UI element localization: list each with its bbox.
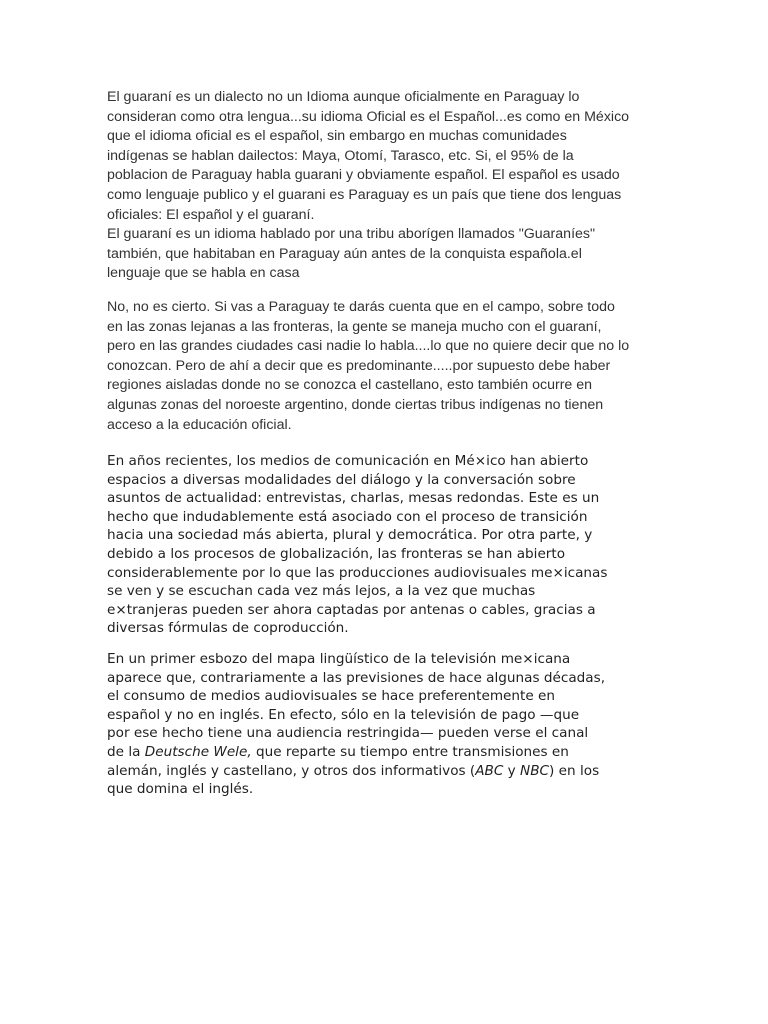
text-segment: y [503,762,521,779]
text-line: algunas zonas del noroeste argentino, donde ciertas tribus indígenas no tienen [107,396,604,413]
paragraph-media-mexico [107,452,667,638]
text-line: acceso a la educación oficial. [107,416,292,433]
text-line: oficiales: El español y el guaraní. [107,206,315,223]
text-line: indígenas se hablan dailectos: Maya, Otomí, Tarasco, etc. Si, el 95% de la [107,147,574,164]
text-line: el consumo de medios audiovisuales se hace preferentemente en [107,688,556,705]
text-line: e×tranjeras pueden ser ahora captadas por antenas o cables, gracias a [107,601,596,618]
italic-channel-name: Deutsche Wele, [144,743,252,760]
text-segment: ) en los [549,762,600,779]
text-line: regiones aisladas donde no se conozca el castellano, esto también ocurre en [107,377,593,394]
text-line: El guaraní es un dialecto no un Idioma aunque oficialmente en Paraguay lo [107,89,580,105]
text-line: pero en las grandes ciudades casi nadie lo habla....lo que no quiere decir que no lo [107,338,630,355]
text-line: considerablemente por lo que las producciones audiovisuales me×icanas [107,564,608,581]
italic-network-abc: ABC [475,762,504,779]
text-segment: que reparte su tiempo entre transmisiones en [251,743,569,760]
paragraph-paraguay-answer [107,298,667,435]
text-line: diversas fórmulas de coproducción. [107,620,349,637]
text-segment: alemán, inglés y castellano, y otros dos informativos ( [107,762,476,779]
text-line: poblacion de Paraguay habla guarani y obviamente español. El español es usado [107,167,620,184]
text-line: por ese hecho tiene una audiencia restringida— pueden verse el canal [107,725,589,742]
text-line: espacios a diversas modalidades del diálogo y la conversación sobre [107,471,576,488]
text-line: hecho que indudablemente está asociado con el proceso de transición [107,508,588,525]
text-line: que domina el inglés. [107,781,254,798]
text-line: El guaraní es un idioma hablado por una tribu aborígen llamados "Guaraníes" [107,226,596,243]
text-line: se ven y se escuchan cada vez más lejos, a la vez que muchas [107,583,536,600]
text-line: hacia una sociedad más abierta, plural y democrática. Por otra parte, y [107,527,593,544]
text-line: como lenguaje publico y el guarani es Paraguay es un país que tiene dos lenguas [107,186,622,203]
paragraph-guarani-dialect [107,88,667,284]
text-line: en las zonas lejanas a las fronteras, la gente se maneja mucho con el guaraní, [107,318,602,335]
paragraph-linguistic-map [107,650,667,799]
text-line: que el idioma oficial es el español, sin embargo en muchas comunidades [107,128,567,145]
text-line: debido a los procesos de globalización, las fronteras se han abierto [107,545,566,562]
italic-network-nbc: NBC [520,762,550,779]
text-line: español y no en inglés. En efecto, sólo en la televisión de pago —que [107,706,580,723]
text-line: consideran como otra lengua...su idioma Oficial es el Español...es como en México [107,108,630,125]
text-line: En un primer esbozo del mapa lingüístico de la televisión me×icana [107,651,571,667]
text-line [107,743,667,762]
text-line: aparece que, contrariamente a las previsiones de hace algunas décadas, [107,669,606,686]
text-line: asuntos de actualidad: entrevistas, charlas, mesas redondas. Este es un [107,490,600,507]
text-line: conozcan. Pero de ahí a decir que es predominante.....por supuesto debe haber [107,357,611,374]
text-line: No, no es cierto. Si vas a Paraguay te darás cuenta que en el campo, sobre todo [107,299,615,315]
text-line: En años recientes, los medios de comunicación en Mé×ico han abierto [107,453,589,469]
text-segment: de la [107,743,145,760]
text-line: lenguaje que se habla en casa [107,265,300,282]
text-line: también, que habitaban en Paraguay aún antes de la conquista española.el [107,245,582,262]
text-line [107,762,667,781]
